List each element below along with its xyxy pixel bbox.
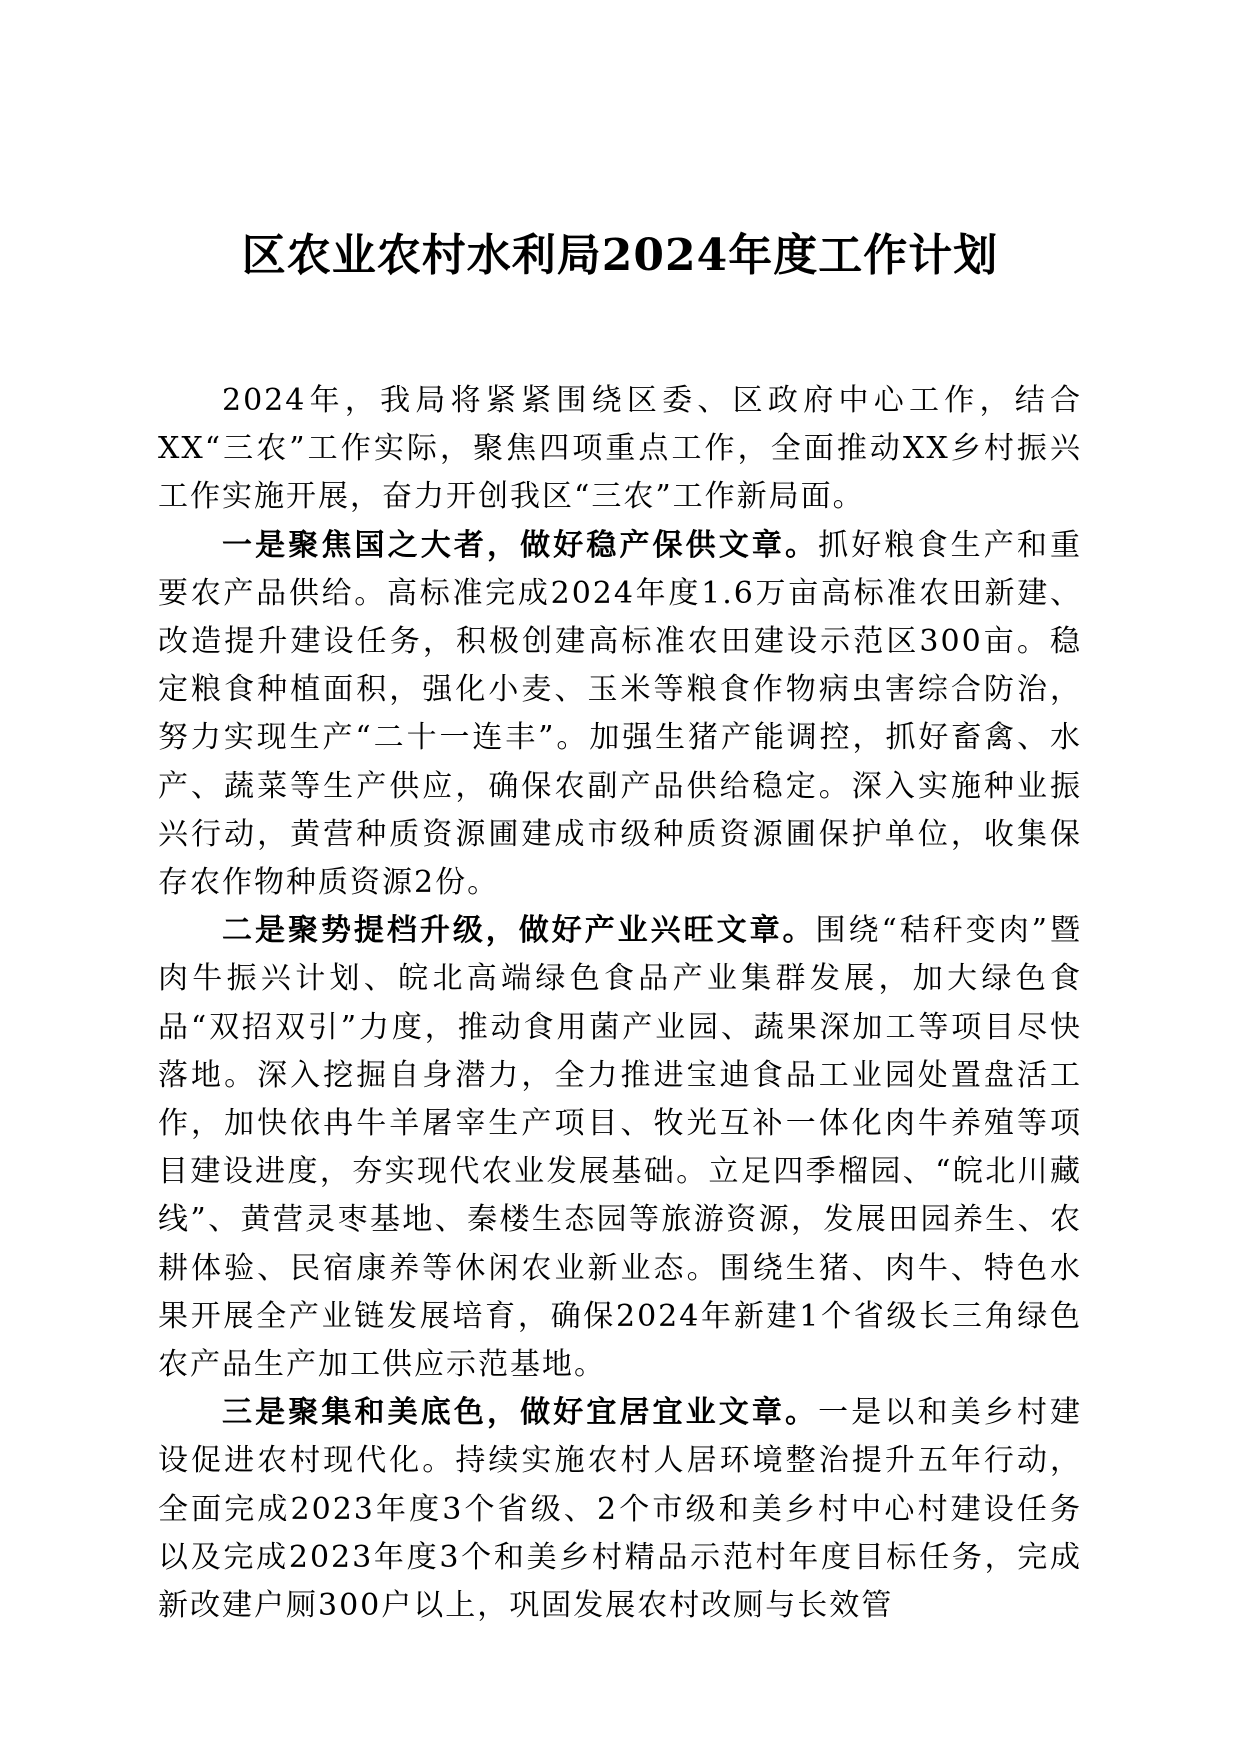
paragraph-text: 抓好粮食生产和重要农产品供给。高标准完成2024年度1.6万亩高标准农田新建、改造提升建设任务，积极创建高标准农田建设示范区300亩。稳定粮食种植面积，强化小麦、玉米等粮食作物病虫害综合防治，努力实现生产“二十一连丰”。加强生猪产能调控，抓好畜禽、水产、蔬菜等生产供应，确保农副产品供给稳定。深入实施种业振兴行动，黄营种质资源圃建成市级种质资源圃保护单位，收集保存农作物种质资源2份。 [158, 527, 1083, 901]
paragraph-lead-heading: 三是聚集和美底色，做好宜居宜业文章。 [222, 1395, 819, 1431]
paragraph-lead-heading: 二是聚势提档升级，做好产业兴旺文章。 [222, 913, 816, 949]
paragraph-intro [158, 377, 1082, 522]
paragraph-item-1 [158, 522, 1082, 908]
paragraph-item-3 [158, 1389, 1082, 1630]
paragraph-lead-heading: 一是聚焦国之大者，做好稳产保供文章。 [222, 527, 819, 563]
document-title: 区农业农村水利局2024年度工作计划 [241, 230, 999, 281]
paragraph-item-2 [158, 907, 1082, 1389]
paragraph-text: 围绕“秸秆变肉”暨肉牛振兴计划、皖北高端绿色食品产业集群发展，加大绿色食品“双招双引”力度，推动食用菌产业园、蔬果深加工等项目尽快落地。深入挖掘自身潜力，全力推进宝迪食品工业园处置盘活工作，加快依冉牛羊屠宰生产项目、牧光互补一体化肉牛养殖等项目建设进度，夯实现代农业发展基础。立足四季榴园、“皖北川藏线”、黄营灵枣基地、秦楼生态园等旅游资源，发展田园养生、农耕体验、民宿康养等休闲农业新业态。围绕生猪、肉牛、特色水果开展全产业链发展培育，确保2024年新建1个省级长三角绿色农产品生产加工供应示范基地。 [158, 913, 1082, 1383]
paragraph-text: 一是以和美乡村建设促进农村现代化。持续实施农村人居环境整治提升五年行动，全面完成2023年度3个省级、2个市级和美乡村中心村建设任务以及完成2023年度3个和美乡村精品示范村年度目标任务，完成新改建户厕300户以上，巩固发展农村改厕与长效管 [158, 1395, 1083, 1624]
document-body [158, 377, 1082, 1630]
paragraph-text: 2024年，我局将紧紧围绕区委、区政府中心工作，结合XX“三农”工作实际，聚焦四项重点工作，全面推动XX乡村振兴工作实施开展，奋力开创我区“三农”工作新局面。 [158, 383, 1082, 515]
